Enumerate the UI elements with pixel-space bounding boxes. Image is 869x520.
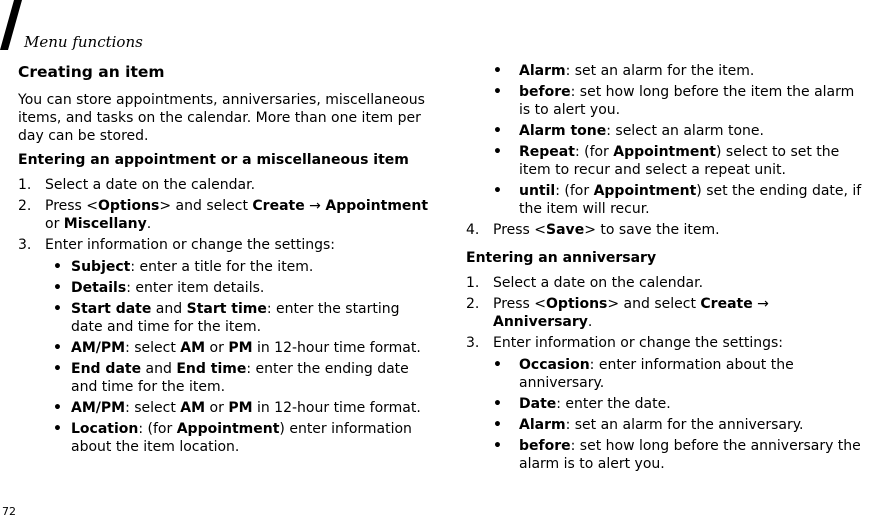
bullet-repeat: • Repeat: (for Appointment) select to set the item to recur and select a repeat unit. xyxy=(493,144,840,178)
bullet-alarm: • Alarm: set an alarm for the item. xyxy=(493,63,755,79)
bullet-date: • Date: enter the date. xyxy=(493,396,671,412)
subhead-anniversary: Entering an anniversary xyxy=(466,250,657,266)
running-head: Menu functions xyxy=(24,33,143,51)
bullet-am-pm-start: • AM/PM: select AM or PM in 12-hour time format. xyxy=(53,340,421,356)
anniv-step-3: 3. Enter information or change the settings: xyxy=(466,335,783,351)
bullet-before: • before: set how long before the item the alarm is to alert you. xyxy=(493,84,855,118)
intro-paragraph: You can store appointments, anniversaries, miscellaneous items, and tasks on the calendar. More than one item per day can be stored. xyxy=(18,92,425,144)
bullet-subject: • Subject: enter a title for the item. xyxy=(53,259,314,275)
step-2: 2. Press <Options> and select Create → Appointment or Miscellany. xyxy=(18,198,429,232)
bullet-location: • Location: (for Appointment) enter information about the item location. xyxy=(53,421,412,455)
step-3: 3. Enter information or change the settings: xyxy=(18,237,335,253)
bullet-anniv-alarm: • Alarm: set an alarm for the anniversary. xyxy=(493,417,804,433)
anniv-step-1: 1. Select a date on the calendar. xyxy=(466,275,704,291)
right-column xyxy=(466,62,866,476)
anniv-step-2: 2. Press <Options> and select Create → Anniversary. xyxy=(466,296,769,330)
step-4: 4. Press <Save> to save the item. xyxy=(466,222,720,238)
bullet-am-pm-end: • AM/PM: select AM or PM in 12-hour time format. xyxy=(53,400,421,416)
bullet-occasion: • Occasion: enter information about the anniversary. xyxy=(493,357,794,391)
bullet-alarm-tone: • Alarm tone: select an alarm tone. xyxy=(493,123,764,139)
bullet-details: • Details: enter item details. xyxy=(53,280,265,296)
subhead-appointment: Entering an appointment or a miscellaneous item xyxy=(18,152,409,168)
page-number: 72 xyxy=(2,505,16,518)
bullet-anniv-before: • before: set how long before the anniversary the alarm is to alert you. xyxy=(493,438,861,472)
bullet-end-date: • End date and End time: enter the ending date and time for the item. xyxy=(53,361,409,395)
step-1: 1. Select a date on the calendar. xyxy=(18,177,256,193)
left-column xyxy=(18,62,430,459)
header-slash-mark xyxy=(0,0,24,52)
section-title: Creating an item xyxy=(18,63,165,81)
bullet-start-date: • Start date and Start time: enter the starting date and time for the item. xyxy=(53,301,400,335)
bullet-until: • until: (for Appointment) set the ending date, if the item will recur. xyxy=(493,183,862,217)
